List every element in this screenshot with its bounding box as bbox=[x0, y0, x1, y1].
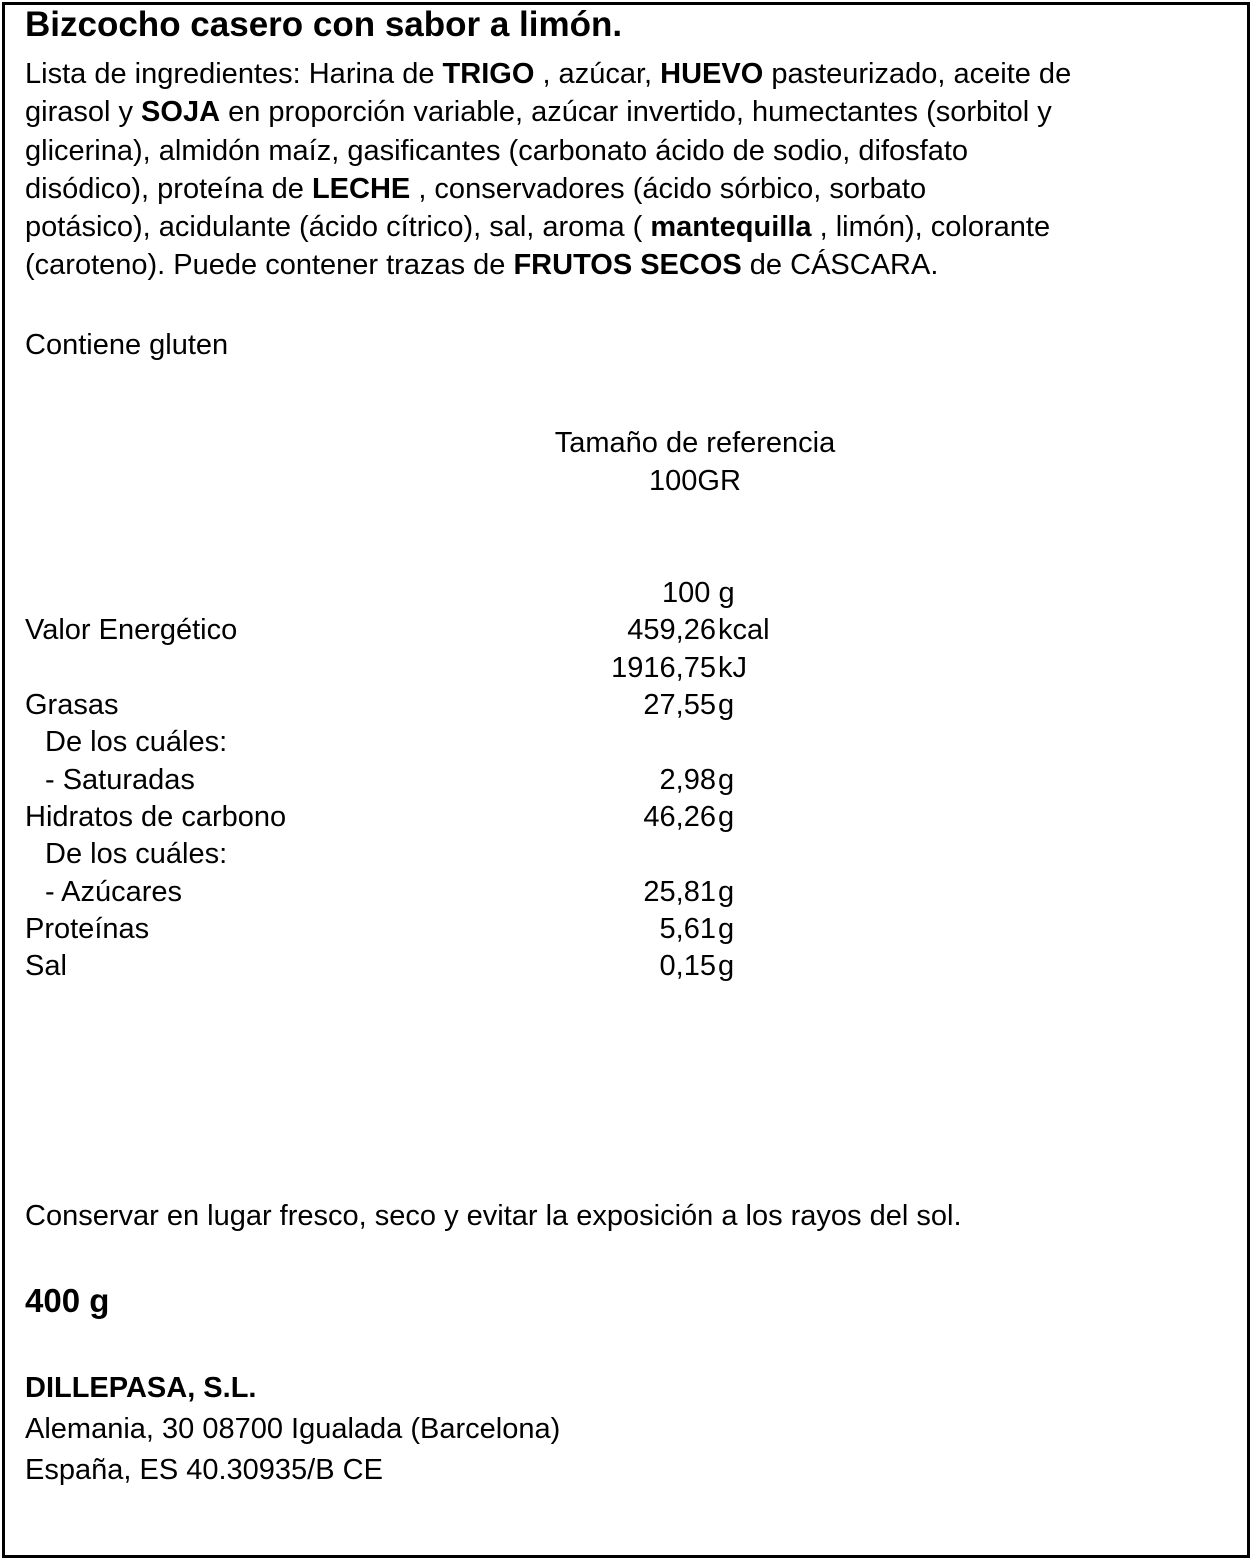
ingredients-text: disódico), proteína de bbox=[25, 172, 312, 205]
ingredients-list bbox=[25, 55, 1225, 285]
reference-size-label: Tamaño de referencia bbox=[554, 427, 836, 459]
reference-size-value: 100GR bbox=[649, 465, 741, 497]
ingredients-line bbox=[25, 208, 1225, 246]
ingredients-text: potásico), acidulante (ácido cítrico), sal, aroma ( bbox=[25, 211, 651, 244]
allergen-highlight: mantequilla bbox=[650, 211, 812, 244]
protein-unit: g bbox=[718, 913, 735, 945]
ingredients-line bbox=[25, 93, 1225, 131]
ingredients-line bbox=[25, 170, 1225, 208]
ingredients-text: , conservadores (ácido sórbico, sorbato bbox=[410, 172, 927, 205]
saturated-unit: g bbox=[718, 764, 735, 796]
ingredients-text: Lista de ingredientes: Harina de bbox=[25, 58, 443, 90]
salt-unit: g bbox=[718, 950, 735, 982]
gluten-note: Contiene gluten bbox=[25, 329, 229, 361]
ingredients-text: en proporción variable, azúcar invertido, humectantes (sorbitol y bbox=[220, 96, 1052, 129]
ingredients-text: , limón), colorante bbox=[811, 211, 1051, 244]
carbs-value: 46,26 bbox=[643, 801, 716, 833]
carbs-label: Hidratos de carbono bbox=[25, 801, 287, 833]
storage-instructions: Conservar en lugar fresco, seco y evitar la exposición a los rayos del sol. bbox=[25, 1200, 962, 1232]
company-name: DILLEPASA, S.L. bbox=[25, 1372, 257, 1404]
fat-label: Grasas bbox=[25, 689, 119, 721]
allergen-highlight: SOJA bbox=[141, 96, 221, 129]
ingredients-text: girasol y bbox=[25, 96, 142, 129]
energy-label: Valor Energético bbox=[25, 614, 238, 646]
saturated-value: 2,98 bbox=[659, 764, 716, 796]
ingredients-text: (caroteno). Puede contener trazas de bbox=[25, 249, 514, 282]
fat-value: 27,55 bbox=[643, 689, 716, 721]
sugars-label: - Azúcares bbox=[45, 876, 182, 908]
protein-value: 5,61 bbox=[659, 913, 716, 945]
energy-kcal-value: 459,26 bbox=[627, 614, 716, 646]
product-title: Bizcocho casero con sabor a limón. bbox=[25, 5, 623, 44]
allergen-highlight: TRIGO bbox=[442, 58, 535, 90]
carbs-sub-label: De los cuáles: bbox=[45, 838, 228, 870]
salt-label: Sal bbox=[25, 950, 67, 982]
net-weight: 400 g bbox=[25, 1282, 110, 1319]
allergen-highlight: FRUTOS SECOS bbox=[513, 249, 742, 282]
ingredients-text: pasteurizado, aceite de bbox=[763, 58, 1072, 90]
saturated-label: - Saturadas bbox=[45, 764, 195, 796]
ingredients-line bbox=[25, 132, 1225, 170]
ingredients-line bbox=[25, 55, 1225, 93]
ingredients-text: , azúcar, bbox=[534, 58, 661, 90]
fat-unit: g bbox=[718, 689, 735, 721]
sugars-value: 25,81 bbox=[643, 876, 716, 908]
allergen-highlight: LECHE bbox=[311, 172, 411, 205]
company-registry: España, ES 40.30935/B CE bbox=[25, 1454, 383, 1486]
ingredients-text: de CÁSCARA. bbox=[741, 249, 939, 282]
ingredients-line bbox=[25, 246, 1225, 284]
energy-kj-unit: kJ bbox=[718, 652, 747, 684]
allergen-highlight: HUEVO bbox=[660, 58, 764, 90]
carbs-unit: g bbox=[718, 801, 735, 833]
sugars-unit: g bbox=[718, 876, 735, 908]
fat-sub-label: De los cuáles: bbox=[45, 726, 228, 758]
energy-kj-value: 1916,75 bbox=[611, 652, 716, 684]
protein-label: Proteínas bbox=[25, 913, 150, 945]
nutrition-column-header: 100 g bbox=[662, 577, 735, 609]
salt-value: 0,15 bbox=[659, 950, 716, 982]
company-address: Alemania, 30 08700 Igualada (Barcelona) bbox=[25, 1413, 561, 1445]
ingredients-text: glicerina), almidón maíz, gasificantes (carbonato ácido de sodio, difosfato bbox=[25, 134, 969, 167]
energy-kcal-unit: kcal bbox=[718, 614, 770, 646]
